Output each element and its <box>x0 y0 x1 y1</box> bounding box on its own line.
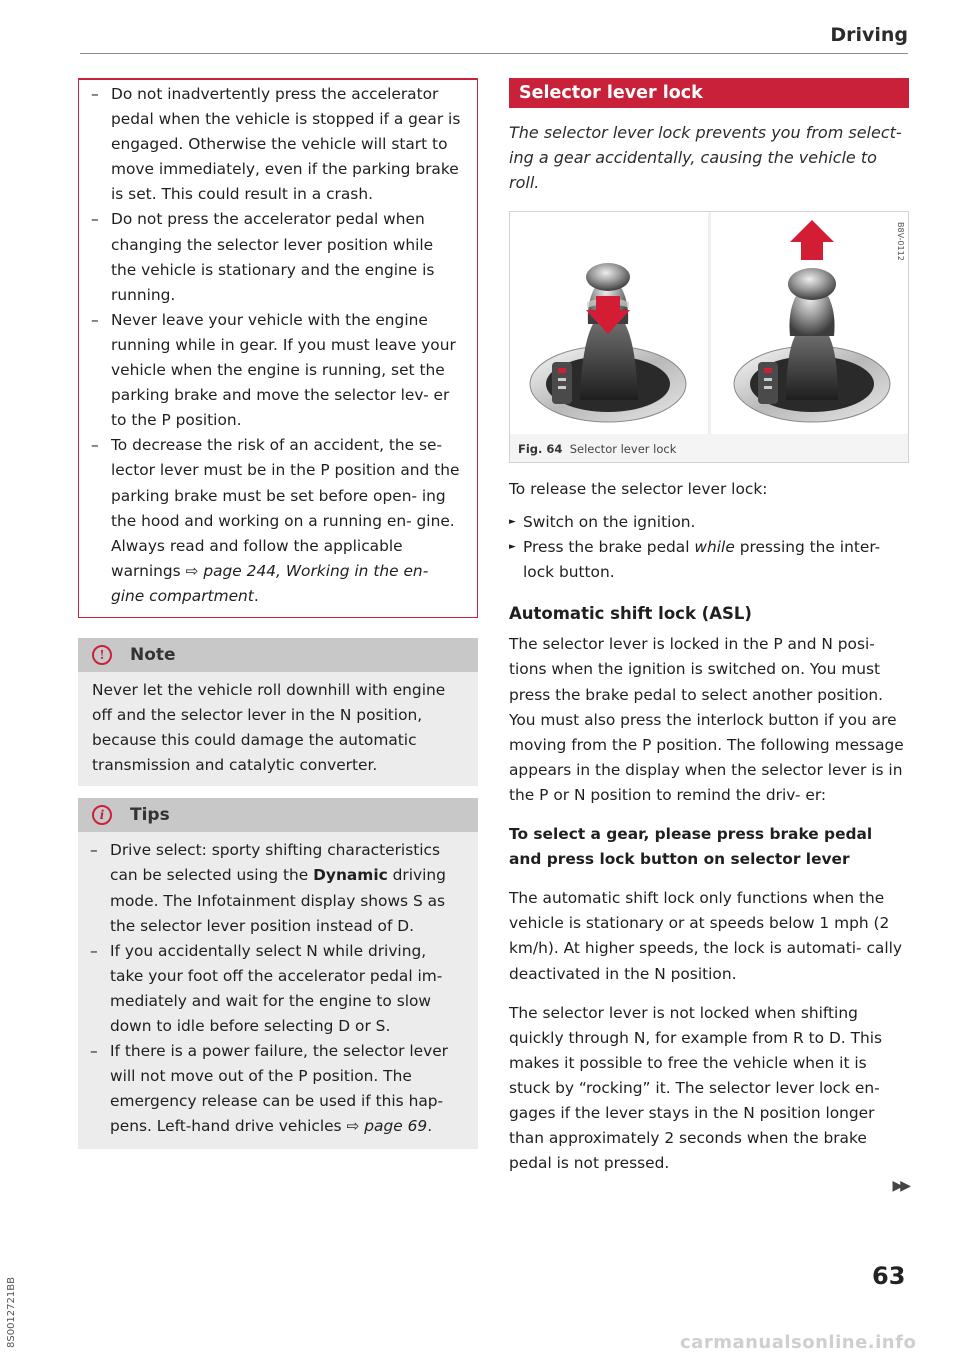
figure-64 <box>509 211 909 463</box>
tips-box <box>78 798 478 1149</box>
note-title: Note <box>130 644 176 665</box>
selector-lever-svg <box>510 212 908 434</box>
warning-list <box>91 82 463 609</box>
tips-list <box>90 838 464 1139</box>
lever-right <box>734 220 890 422</box>
selector-lock-heading: Selector lever lock <box>509 78 909 108</box>
step-text: Press the brake pedal <box>523 538 695 557</box>
tips-item-text: If there is a power failure, the selector lever will not move out of the P position. The emergency release can be used if this hap- pens. Left-hand drive vehicles <box>110 1042 448 1136</box>
note-box <box>78 638 478 786</box>
tips-body <box>78 832 478 1149</box>
warning-item: – Do not inadvertently press the accelerator pedal when the vehicle is stopped if a gear is engaged. Otherwise the vehicle will start to move immediately, even if the parking brake is set. This could result in a crash. <box>91 82 463 207</box>
step-emphasis: while <box>694 538 735 557</box>
note-header <box>78 638 478 672</box>
release-steps <box>509 510 909 585</box>
tips-item-text: Drive select: sporty shifting characteristics can be selected using the <box>110 841 441 885</box>
selector-lock-intro: The selector lever lock prevents you from select- ing a gear accidentally, causing the vehicle to roll. <box>509 123 902 192</box>
page-number: 63 <box>872 1262 906 1290</box>
selector-lever-illustration <box>510 212 908 434</box>
tips-header <box>78 798 478 832</box>
tips-title: Tips <box>130 805 170 826</box>
step-text: pressing the inter- lock button. <box>523 538 881 582</box>
tips-item-end: . <box>427 1117 433 1136</box>
continue-arrow-icon: ▶▶ <box>892 1178 908 1194</box>
note-body: Never let the vehicle roll downhill with engine off and the selector lever in the N position, because this could damage the automatic transmission and catalytic converter. <box>92 680 446 775</box>
asl-display-message: To select a gear, please press brake pedal and press lock button on selector lever <box>509 825 873 869</box>
page-reference-link[interactable]: ⇨ page 69 <box>346 1117 428 1136</box>
figure-caption <box>510 434 908 462</box>
left-column <box>78 78 478 1149</box>
asl-paragraph: The selector lever is not locked when shifting quickly through N, for example from R to D. This makes it possible to free the vehicle when it is stuck by “rocking” it. The selector lever lock en- gages if the lever stays in the N position longer than approximately 2 seconds when the brake pedal is not pressed. <box>509 1003 883 1173</box>
release-intro: To release the selector lever lock: <box>509 480 768 498</box>
asl-paragraph: The automatic shift lock only functions when the vehicle is stationary or at speeds below 1 mph (2 km/h). At higher speeds, the lock is automati- cally deactivated in the N position. <box>509 889 903 983</box>
tips-item <box>90 838 464 938</box>
right-column <box>509 78 909 1176</box>
info-circle-icon: i <box>92 805 112 825</box>
asl-paragraph: The selector lever is locked in the P and N posi- tions when the ignition is switched on. You must press the brake pedal to select another position. You must also press the interlock button if you are moving from the P position. The following message appears in the display when the selector lever is in the P or N position to remind the driv- er: <box>509 635 904 804</box>
watermark: carmanualsonline.info <box>680 1332 917 1353</box>
section-header: Driving <box>830 24 908 46</box>
tips-item-bold: Dynamic <box>313 866 388 885</box>
lever-left <box>530 263 686 422</box>
caution-circle-icon: ! <box>92 645 112 665</box>
figure-label: Fig. 64 <box>518 442 563 456</box>
warning-item: – Do not press the accelerator pedal when changing the selector lever position while the vehicle is stationary and the engine is running. <box>91 207 463 307</box>
document-code: 8S0012721BB <box>6 1277 17 1348</box>
figure-id: B8V-0112 <box>896 222 905 261</box>
figure-caption-text: Selector lever lock <box>569 442 677 456</box>
page-reference-link[interactable]: ⇨ page 244, Working in the en- gine compartment <box>111 561 429 605</box>
warning-item-end: . <box>253 586 259 605</box>
warning-box <box>78 78 478 618</box>
warning-item <box>91 433 463 609</box>
tips-item-text: driving mode. The Infotainment display shows S as the selector lever position instead of D. <box>110 866 446 935</box>
tips-item: – If you accidentally select N while driving, take your foot off the accelerator pedal im- mediately and wait for the engine to slow down to idle before selecting D or S. <box>90 939 464 1039</box>
asl-heading: Automatic shift lock (ASL) <box>509 604 752 624</box>
release-step: ► Switch on the ignition. <box>509 510 909 535</box>
release-step <box>509 535 909 585</box>
tips-item <box>90 1039 464 1139</box>
warning-item: – Never leave your vehicle with the engine running while in gear. If you must leave your vehicle when the engine is running, set the parking brake and move the selector lev- er to the P position. <box>91 308 463 433</box>
warning-item-text: To decrease the risk of an accident, the se- lector lever must be in the P position and the parking brake must be set before open- ing the hood and working on a running en- gine. Always read and follow the applicable warnings <box>111 436 460 580</box>
header-divider <box>80 53 908 54</box>
